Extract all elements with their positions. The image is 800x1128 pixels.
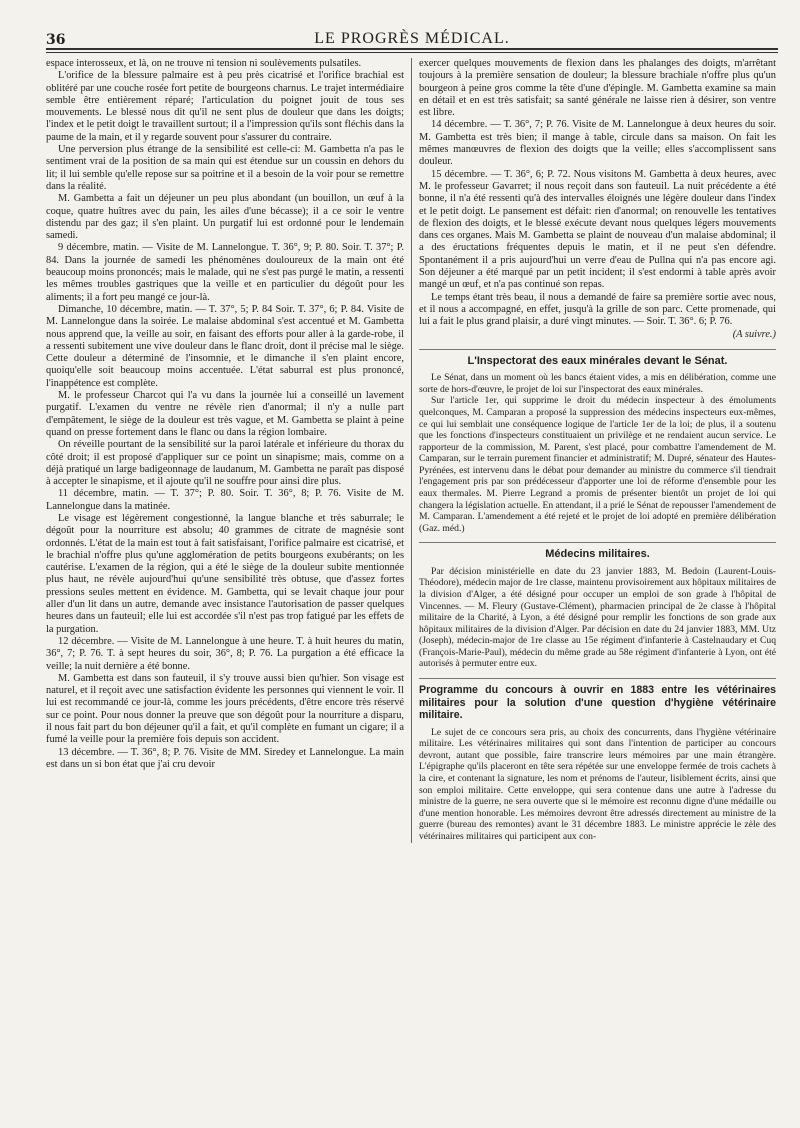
paragraph: 13 décembre. — T. 36°, 8; P. 76. Visite de MM. Siredey et Lannelongue. La main est dans un si bon état que j'ai cru devoir [46, 746, 404, 770]
page-number: 36 [46, 32, 66, 48]
paragraph: Par décision ministérielle en date du 23 janvier 1883, M. Bedoin (Laurent-Louis-Théodore), médecin major de 1re classe, maintenu provisoirement aux hôpitaux militaires de la division d'Alger, a été désigné pour occuper un emploi de son grade à l'hôpital de Vincennes. — M. Fleury (Gustave-Clément), pharmacien principal de 2e classe à l'hôpital militaire de la Charité, à Lyon, a été désigné pour remplir les fonctions de son grade aux hôpitaux militaires de la division d'Alger. Par décision en date du 24 janvier 1883, MM. Utz (Joseph), médecin-major de 1re classe au 15e régiment d'infanterie à Castelnaudary et Cuq (François-Marie-Paul), médecin du même grade au 58e régiment d'infanterie à Lyon, ont été autorisés à permuter entre eux. [419, 565, 776, 670]
paragraph: 11 décembre, matin. — T. 37°; P. 80. Soir. T. 36°, 8; P. 76. Visite de M. Lannelongue dans la matinée. [46, 488, 404, 512]
left-column [46, 58, 411, 843]
paragraph: espace interosseux, et là, on ne trouve ni tension ni soulèvements pulsatiles. [46, 58, 362, 69]
page-header [46, 28, 778, 50]
paragraph: Le temps étant très beau, il nous a demandé de faire sa première sortie avec nous, et il nous a accompagné, en effet, jusqu'à la grille de son parc. Cette promenade, qui lui a fait le plus grand plaisir, a duré vingt minutes. — Soir. T. 36°. 6; P. 76. [419, 291, 776, 328]
paragraph: Sur l'article 1er, qui supprime le droit du médecin inspecteur à des émoluments quelconques, M. Camparan a proposé la suppression des médecins inspecteurs eux-mêmes, ce qui lui semblait une conséquence logique de l'article 1er de la loi; de plus, il a soutenu que les fonctions d'inspecteurs constituaient un privilège et ne rendaient aucun service. Le rapporteur de la commission, M. Parent, s'est placé, pour combattre l'amendement de M. Camparan, sur le terrain purement financier et administratif; M. Dupré, sénateur des Hautes-Pyrénées, est intervenu dans le débat pour demander au ministre du commerce s'il tiendrait l'engagement pris par son prédécesseur d'apporter une loi de réforme d'ensemble pour les eaux thermales. M. Pierre Legrand a promis de présenter bientôt un projet de loi qui changera la législation actuelle. En attendant, il a prié le Sénat de repousser l'amendement de M. Camparan. L'amendement a été rejeté et le projet de loi adopté en première délibération (Gaz. méd.) [419, 395, 776, 534]
paragraph: 9 décembre, matin. — Visite de M. Lannelongue. T. 36°, 9; P. 80. Soir. T. 37°; P. 84. Dans la journée de samedi les phénomènes douloureux de la main ont été beaucoup moins prononcés; mais le malade, qui ne s'est pas purgé le matin, a ressenti les mêmes troubles gastriques que la veille et en particulier du dégoût pour les aliments; il a fort peu mangé ce jour-là. [46, 242, 404, 303]
paragraph: Dimanche, 10 décembre, matin. — T. 37°, 5; P. 84 Soir. T. 37°, 6; P. 84. Visite de M. Lannelongue dans la soirée. Le malaise abdominal s'est accentué et M. Gambetta nous apprend que, la veille au soir, en faisant des efforts pour aller à la garde-robe, il a ressenti subitement une vive douleur dans le flanc droit, dont il précise mal le siège. Cette douleur a déterminé de l'insomnie, et le dimanche il s'en plaint encore, quoiqu'elle soit beaucoup moins accentuée. L'état saburral est plus prononcé, l'inappétence est complète. [46, 303, 404, 389]
paragraph: 12 décembre. — Visite de M. Lannelongue à une heure. T. à huit heures du matin, 36°, 7; P. 76. T. à sept heures du soir, 36°, 8; P. 76. La purgation a été efficace la veille; la nuit dernière a été bonne. [46, 635, 404, 672]
header-rule [46, 48, 778, 53]
paragraph: exercer quelques mouvements de flexion dans les phalanges des doigts, m'arrêtant toujours à la première sensation de douleur; la blessure brachiale n'offre plus qu'un bourgeon à peine gros comme la tête d'une d'épingle. M. Gambetta examine sa main en détail et en est très satisfait; sa santé générale ne laisse rien à désirer, son ventre est libre. [419, 58, 776, 119]
paragraph: 14 décembre. — T. 36°, 7; P. 76. Visite de M. Lannelongue à deux heures du soir. M. Gambetta est très bien; il mange à table, circule dans sa maison. On fait les mêmes manœuvres de flexion des doigts que la veille; elles s'accomplissent sans douleur. [419, 119, 776, 168]
paragraph: M. Gambetta a fait un déjeuner un peu plus abondant (un bouillon, un œuf à la coque, quatre huîtres avec du pain, les ailes d'une bécasse); il a ce soir le ventre distendu par des gaz; il s'en plaint. Un purgatif lui est ordonné pour le lendemain samedi. [46, 193, 404, 242]
paragraph: 15 décembre. — T. 36°, 6; P. 72. Nous visitons M. Gambetta à deux heures, avec M. le professeur Gavarret; il nous reçoit dans son fauteuil. La nuit précédente a été bonne, il n'a été ressenti qu'à des intervalles éloignés une légère douleur dans l'index et le petit doigt. Le pansement est défait: rien d'anormal; on renouvelle les tentatives de flexion des doigts, et le blessé exécute devant nous quelques légers mouvements dans ces organes. Mais M. Gambetta se plaint de nouveau d'un malaise abdominal; il a des éructations fréquentes depuis le matin, et il ne peut s'en défendre. Spontanément il a pris aujourd'hui un verre d'eau de Pullna qui n'a pas encore agi. Son déjeuner a été marqué par un petit incident; il s'est endormi à table après avoir mangé un œuf, et n'a pas continué son repas. [419, 168, 776, 291]
paragraph: M. le professeur Charcot qui l'a vu dans la journée lui a conseillé un lavement purgatif. L'examen du ventre ne révèle rien d'anormal; il n'y a nulle part d'empâtement, le siège de la douleur est très vague, et M. Gambetta se plaint à peine quand on presse fortement dans le flanc ou dans la région lombaire. [46, 390, 404, 438]
section-title-medecins-militaires: Médecins militaires. [419, 542, 776, 560]
section-title-programme-concours: Programme du concours à ouvrir en 1883 entre les vétérinaires militaires pour la solution d'une question d'hygiène vétérinaire militaire. [419, 678, 776, 722]
paragraph: Le visage est légèrement congestionné, la langue blanche et très saburrale; le dégoût pour la nourriture est absolu; 40 grammes de citrate de magnésie sont ordonnés. L'état de la main est tout à fait satisfaisant, l'orifice palmaire est cicatrisé, et le brachial n'offre plus qu'une agglomération de petits bourgeons exubérants; on les cautérise. L'examen de la région, qui a été le siège de la douleur subite mentionnée plus haut, ne révèle aujourd'hui qu'une sensibilité très obtuse, que d'assez fortes pressions seules mettent en évidence. M. Gambetta, qui se levait chaque jour pour aller d'un lit dans un autre, demande avec insistance l'autorisation de passer quelques heures dans un fauteuil; elle lui est accordée s'il n'est pas trop fatigué par les effets de la purgation. [46, 512, 404, 635]
paragraph: Le Sénat, dans un moment où les bancs étaient vides, a mis en délibération, comme une sorte de hors-d'œuvre, le projet de loi sur l'inspectorat des eaux minérales. [419, 372, 776, 395]
paragraph: On réveille pourtant de la sensibilité sur la paroi latérale et inférieure du thorax du côté droit; il est proposé d'appliquer sur ce point un sinapisme; mais, comme on a déjà pratiqué un large badigeonnage de laudanum, M. Gambetta ne paraît pas disposé à accepter le sinapisme, et il ajoute qu'il ne souffre pour ainsi dire plus. [46, 439, 404, 488]
paragraph: M. Gambetta est dans son fauteuil, il s'y trouve aussi bien qu'hier. Son visage est naturel, et il reçoit avec une satisfaction évidente les personnes qui viennent le voir. Il lui est recommandé ce jour-là, comme les jours précédents, d'être encore très réservé sur ce point. Pour nous donner la preuve que son dégoût pour la nourriture a disparu, il nous fait part du bon déjeuner qu'il a fait, et qu'il complète en fumant un cigare; il a fumé la veille pour la première fois depuis son accident. [46, 672, 404, 746]
running-head: LE PROGRÈS MÉDICAL. [314, 30, 510, 47]
paragraph: Une perversion plus étrange de la sensibilité est celle-ci: M. Gambetta n'a pas le sentiment vrai de la position de sa main qui est étendue sur un coussin en dehors du lit; il lui semble qu'elle repose sur sa poitrine et il a besoin de la voir pour se remettre dans la réalité. [46, 144, 404, 192]
paragraph: Le sujet de ce concours sera pris, au choix des concurrents, dans l'hygiène vétérinaire militaire. Les vétérinaires militaires qui sont dans l'intention de participer au concours devront, autant que possible, faire transcrire leurs mémoires par une main étrangère. L'épigraphe qu'ils placeront en tête sera répétée sur une enveloppe fermée de trois cachets à la cire, et contenant la signature, les nom et prénoms de l'auteur, lisiblement écrits, ainsi que son emploi militaire. Cette enveloppe, qui sera contenue dans une autre à l'adresse du ministre de la guerre, ne sera ouverte que si le mémoire est reconnu digne d'une médaille ou d'une mention honorable. Les mémoires devront être adressés directement au ministre de la guerre (bureau des remontes) avant le 31 décembre 1883. Le ministre apprécie le zèle des vétérinaires militaires qui participent aux con- [419, 726, 776, 842]
section-title-inspectorat: L'Inspectorat des eaux minérales devant le Sénat. [419, 349, 776, 367]
two-column-body [46, 58, 778, 843]
to-be-continued: (A suivre.) [732, 328, 776, 340]
paragraph: L'orifice de la blessure palmaire est à peu près cicatrisé et l'orifice brachial est oblitéré par une couche rosée fort petite de bourgeons charnus. Le trajet intermédiaire semble être entièrement réparé; l'articulation du poignet jouit de tous ses mouvements. Le blessé nous dit qu'il ne sent plus de douleur que dans les doigts; l'index et le petit doigt le travaillent surtout; il a l'impression qu'ils sont fléchis dans la paume de la main, et il y regarde souvent pour s'assurer du contraire. [46, 70, 404, 143]
right-column [411, 58, 776, 843]
